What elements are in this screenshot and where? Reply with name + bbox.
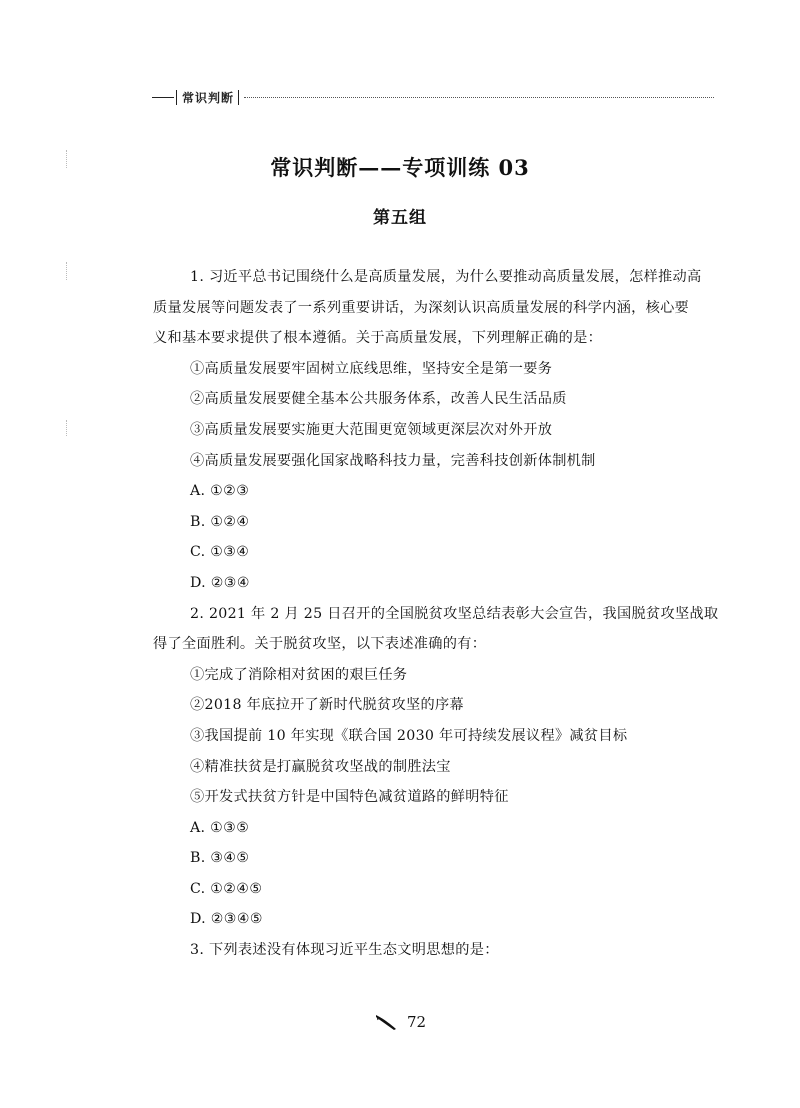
header-bar-left bbox=[176, 90, 177, 105]
text-line: 得了全面胜利。关于脱贫攻坚，以下表述准确的有： bbox=[153, 636, 487, 653]
text-line: 义和基本要求提供了根本遵循。关于高质量发展，下列理解正确的是： bbox=[153, 330, 603, 347]
text-line: ④精准扶贫是打赢脱贫攻坚战的制胜法宝 bbox=[190, 758, 451, 775]
header-lead-line bbox=[152, 97, 174, 98]
group-title: 第五组 bbox=[373, 208, 427, 228]
answer-option: D. ②③④⑤ bbox=[190, 911, 263, 928]
text-line: 2. 2021 年 2 月 25 日召开的全国脱贫攻坚总结表彰大会宣告，我国脱贫攻坚战取 bbox=[190, 605, 719, 622]
answer-option: A. ①③⑤ bbox=[190, 819, 250, 836]
header-bar-right bbox=[238, 90, 239, 105]
page-footer bbox=[0, 1011, 800, 1035]
text-line: ③高质量发展要实施更大范围更宽领域更深层次对外开放 bbox=[190, 421, 553, 438]
text-line: ②高质量发展要健全基本公共服务体系，改善人民生活品质 bbox=[190, 391, 567, 408]
text-line: ①完成了消除相对贫困的艰巨任务 bbox=[190, 666, 408, 683]
header-section-label: 常识判断 bbox=[182, 91, 235, 105]
feather-icon bbox=[374, 1012, 398, 1032]
scan-speck bbox=[66, 262, 68, 280]
answer-option: B. ①②④ bbox=[190, 513, 250, 530]
running-header bbox=[152, 87, 714, 109]
page-number: 72 bbox=[407, 1012, 427, 1031]
text-line: ⑤开发式扶贫方针是中国特色减贫道路的鲜明特征 bbox=[190, 789, 509, 806]
text-line: ②2018 年底拉开了新时代脱贫攻坚的序幕 bbox=[190, 697, 464, 714]
text-line: 3. 下列表述没有体现习近平生态文明思想的是： bbox=[190, 942, 499, 959]
page-title: 常识判断——专项训练 03 bbox=[270, 155, 530, 180]
text-line: 1. 习近平总书记围绕什么是高质量发展，为什么要推动高质量发展，怎样推动高 bbox=[190, 269, 702, 285]
text-line: ④高质量发展要强化国家战略科技力量，完善科技创新体制机制 bbox=[190, 452, 596, 469]
text-line: 质量发展等问题发表了一系列重要讲话，为深刻认识高质量发展的科学内涵，核心要 bbox=[153, 299, 690, 316]
answer-option: C. ①③④ bbox=[190, 544, 250, 561]
answer-option: A. ①②③ bbox=[190, 483, 250, 500]
text-line: ①高质量发展要牢固树立底线思维，坚持安全是第一要务 bbox=[190, 360, 553, 377]
answer-option: B. ③④⑤ bbox=[190, 850, 250, 867]
text-line: ③我国提前 10 年实现《联合国 2030 年可持续发展议程》减贫目标 bbox=[190, 727, 628, 744]
answer-option: C. ①②④⑤ bbox=[190, 880, 263, 897]
header-rule bbox=[244, 97, 714, 98]
question-content bbox=[153, 262, 719, 966]
answer-option: D. ②③④ bbox=[190, 574, 250, 591]
scan-speck bbox=[66, 420, 68, 436]
